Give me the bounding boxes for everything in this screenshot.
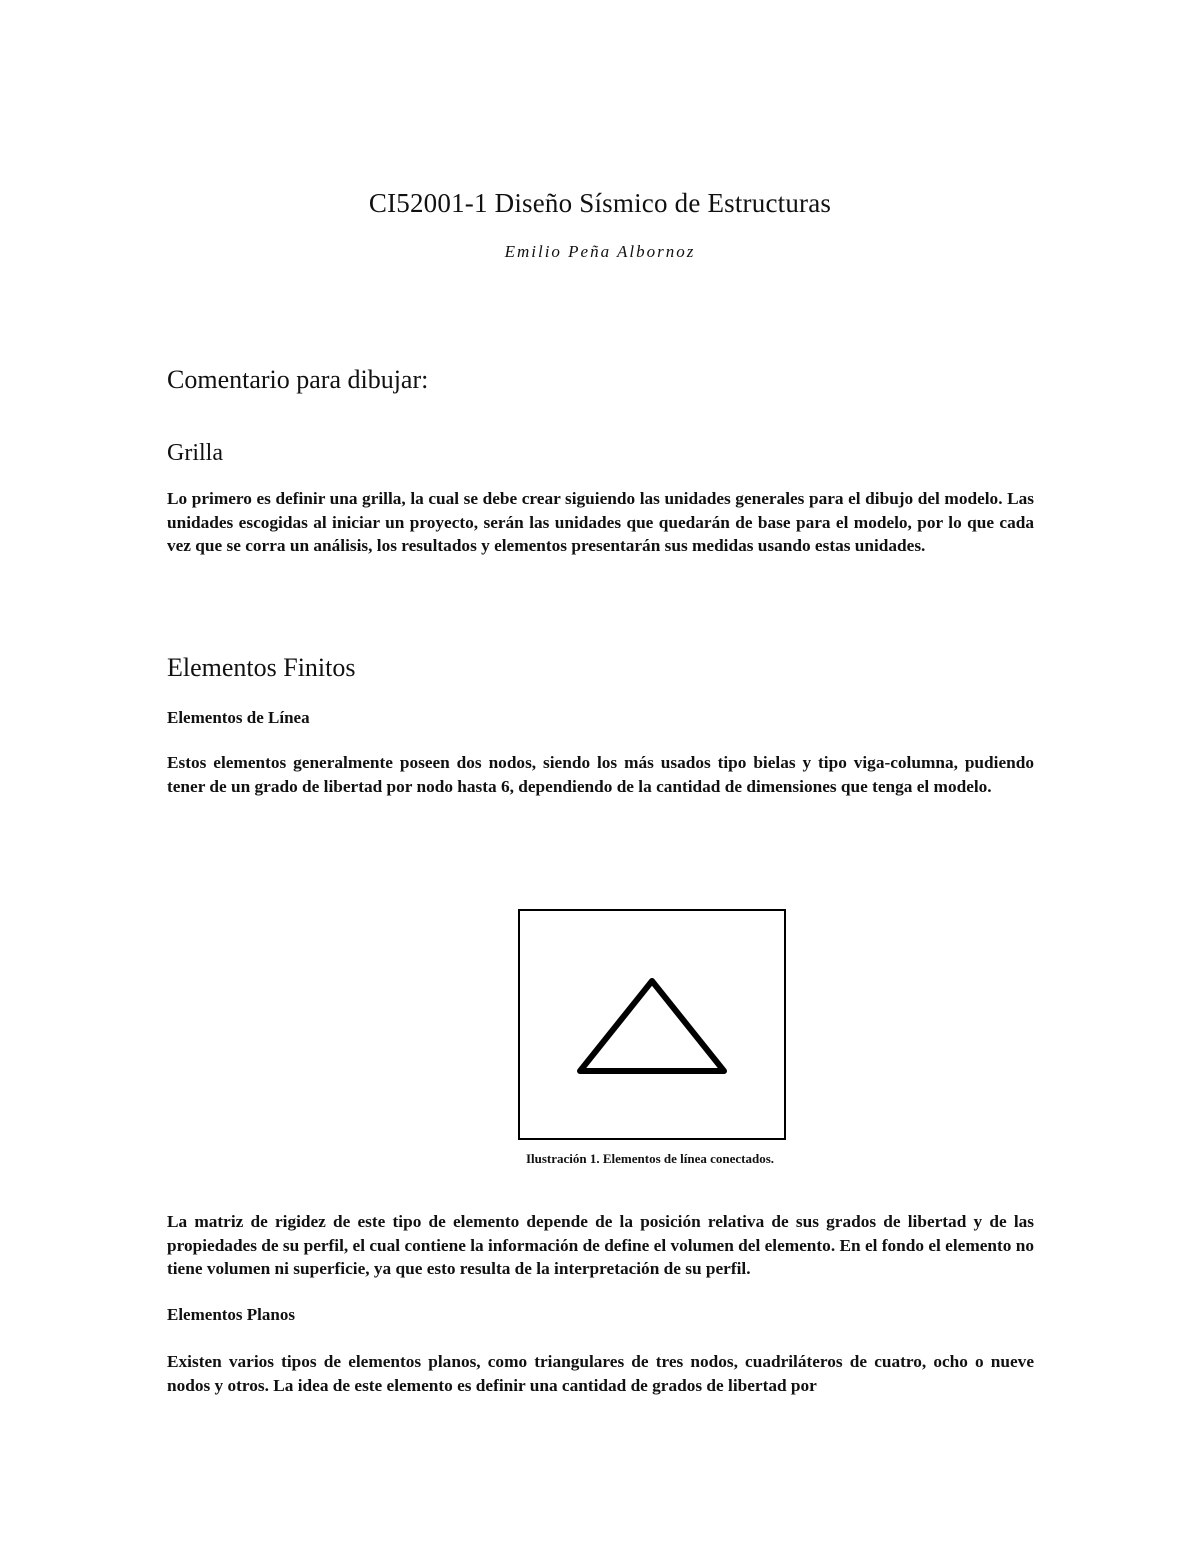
section-heading-grilla: Grilla	[167, 440, 223, 466]
connected-line-elements-triangle	[580, 981, 724, 1071]
subheading-elementos-planos: Elementos Planos	[167, 1305, 295, 1324]
linea-paragraph-1: Estos elementos generalmente poseen dos nodos, siendo los más usados tipo bielas y tipo viga-columna, pudiendo tener de un grado de libertad por nodo hasta 6, dependiendo de la cantidad de dimensiones que tenga el modelo.	[167, 753, 1034, 796]
section-heading-comentario: Comentario para dibujar:	[167, 365, 429, 394]
triangle-diagram	[520, 911, 784, 1138]
subheading-elementos-de-linea: Elementos de Línea	[167, 708, 310, 727]
grilla-paragraph: Lo primero es definir una grilla, la cual se debe crear siguiendo las unidades generales para el dibujo del modelo. Las unidades escogidas al iniciar un proyecto, serán las unidades que quedarán de base para el modelo, por lo que cada vez que se corra un análisis, los resultados y elementos presentarán sus medidas usando estas unidades.	[167, 489, 1034, 555]
figure-line-elements	[518, 909, 786, 1140]
figure-caption: Ilustración 1. Elementos de línea conectados.	[525, 1151, 775, 1166]
document-author: Emilio Peña Albornoz	[504, 242, 696, 261]
section-heading-elementos-finitos: Elementos Finitos	[167, 653, 356, 682]
linea-paragraph-2: La matriz de rigidez de este tipo de elemento depende de la posición relativa de sus grados de libertad y de las propiedades de su perfil, el cual contiene la información de define el volumen del elemento. En el fondo el elemento no tiene volumen ni superficie, ya que esto resulta de la interpretación de su perfil.	[167, 1212, 1034, 1278]
planos-paragraph: Existen varios tipos de elementos planos, como triangulares de tres nodos, cuadriláteros de cuatro, ocho o nueve nodos y otros. La idea de este elemento es definir una cantidad de grados de libertad por	[167, 1352, 1034, 1395]
document-title: CI52001-1 Diseño Sísmico de Estructuras	[368, 188, 832, 218]
